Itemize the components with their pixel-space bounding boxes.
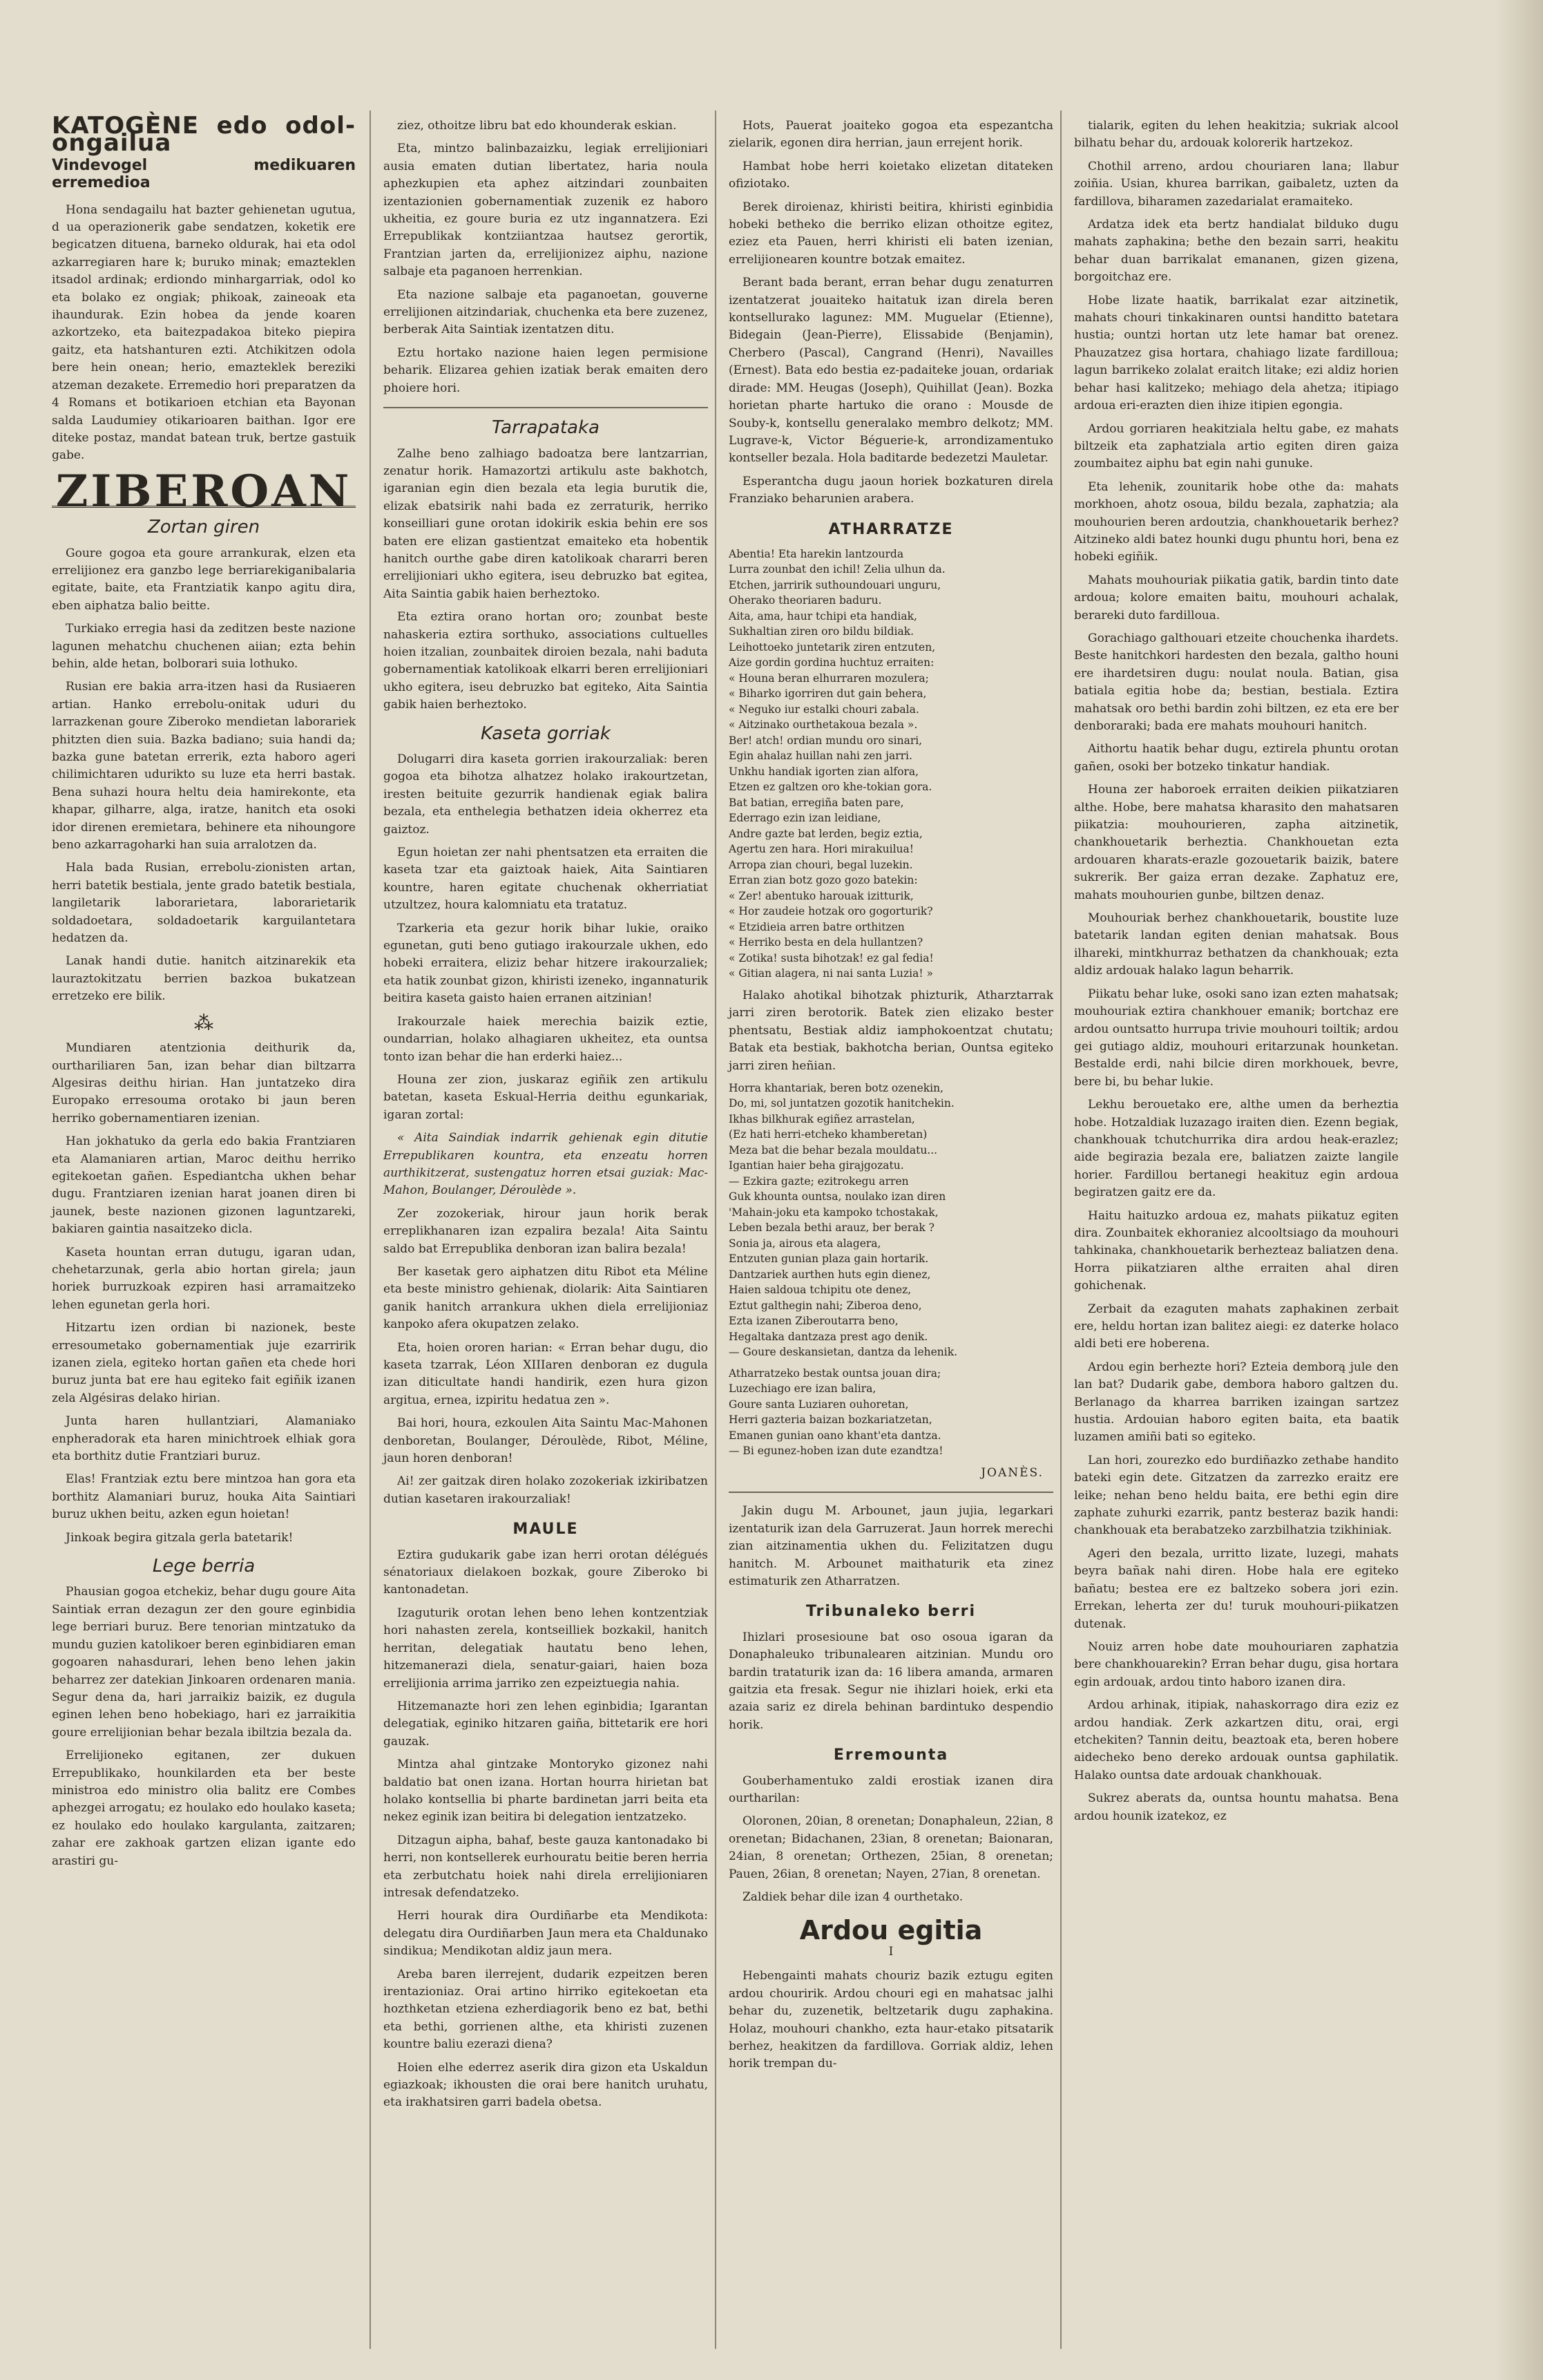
paragraph: tialarik, egiten du lehen heakitzia; sukriak alcool bilhatu behar du, ardouak kolorerik hartzekoz. xyxy=(1074,119,1399,151)
section-title: Kaseta gorriak xyxy=(481,723,611,744)
paragraph: Piikatu behar luke, osoki sano izan ezten mahatsak; mouhouriak eztira chankhouer emanik; bortchaz ere ardou ountsatto hurrupa trivie mouhouri toiltik; ardou gei gutiago aldiz, mouhouri eritarzunak hounketan. Bestalde erdi, nahi bilcie diren morkhouek, bevre, bere bi, bu behar lukie. xyxy=(1074,987,1399,1089)
paragraph: Turkiako erregia hasi da zeditzen beste nazione lagunen mehatchu chuchenen aiian; ezta behin behin, alde hetan, bolborari suia lothuko. xyxy=(52,622,356,671)
paragraph: Han jokhatuko da gerla edo bakia Frantziaren eta Alamaniaren artian, Maroc deithu herriko egitekoetan gañen. Espediantcha ukhen behar dugu. Frantziaren izenian harat joanen diren bi jaunek, beste nazionen gizonen laguntzareki, bakiaren gaintia nasaitzeko dicla. xyxy=(52,1134,356,1237)
ad-title: KATOGÈNE edo odol-ongailua xyxy=(52,112,356,158)
paragraph: Hitzemanazte hori zen lehen eginbidia; Igarantan delegatiak, eginiko hitzaren gaiña, bittetarik ere hori gauzak. xyxy=(383,1699,708,1749)
paragraph: Tzarkeria eta gezur horik bihar lukie, oraiko egunetan, guti beno gutiago irakourzale ukhen, edo hobeki erraitera, eliziz behar hitzere irakourzaliek; eta hatik zounbat gizon, khiristi izeneko, ingannaturik beitira kaseta gaisto haien erranen aitzinian! xyxy=(383,921,708,1006)
paragraph: Esperantcha dugu jaoun horiek bozkaturen direla Franziako beharunien arabera. xyxy=(729,474,1053,506)
paragraph: Ihizlari prosesioune bat oso osoua igaran da Donaphaleuko tribunalearen aitzinian. Mundu oro bardin trataturik izan da: 16 libera amanda, armaren gaitzia eta fresak. Segur nie ihizlari hoiek, erki eta azaia sariz ez direla behinan bardintuko despendio horik. xyxy=(729,1630,1053,1732)
page-edge xyxy=(1495,0,1543,2380)
paragraph: Elas! Frantziak eztu bere mintzoa han gora eta borthitz Alamaniari buruz, houka Aita Saintiari buruz ukhen beitu, azken egun hoietan! xyxy=(52,1472,356,1522)
paragraph: Bai hori, houra, ezkoulen Aita Saintu Mac-Mahonen denboretan, Boulanger, Déroulède, Ribot, Méline, jaun horen denboran! xyxy=(383,1416,708,1466)
paragraph: Zaldiek behar dile izan 4 ourthetako. xyxy=(742,1890,964,1905)
paragraph: Zerbait da ezaguten mahats zaphakinen zerbait ere, heldu hortan izan balitez aiegi: ez daterke holaco aldi beti ere hoberena. xyxy=(1074,1302,1399,1351)
paragraph: Houna zer zion, juskaraz egiñik zen artikulu batetan, kaseta Eskual-Herria deithu egunkariak, igaran zortal: xyxy=(383,1072,708,1122)
section-title: MAULE xyxy=(512,1521,579,1539)
paragraph: Gouberhamentuko zaldi erostiak izanen dira ourtharilan: xyxy=(729,1773,1053,1806)
paragraph: Rusian ere bakia arra-itzen hasi da Rusiaeren artian. Hanko errebolu-onitak uduri du larrazkenan goure Ziberoko mendietan laborariek phitzten dien suia. Bazka badiano; suia handi da; bazka gune batetan errerik, ezta haboro ageri chilimichtaren udurikto su luze eta herri bastak. Bena suhazi houra heltu deia hamirekonte, eta khapar, gilharre, alga, iratze, hanitch eta osoki idor direnen eremietara, behinere eta nihoungore beno azkarragoharki han suia arralotzen da. xyxy=(52,680,356,853)
ornament-icon: ⁂ xyxy=(194,1011,213,1034)
paragraph: Hots, Pauerat joaiteko gogoa eta espezantcha zielarik, egonen dira herrian, jaun errejent horik. xyxy=(729,119,1053,151)
paragraph: Mouhouriak berhez chankhouetarik, boustite luze batetarik landan egiten denian mahatsak. Bous ilhareki, mintkhurraz bethatzen da chankhouak; ezta aldiz ardouak halako lagun beharrik. xyxy=(1074,911,1399,978)
paragraph: Jakin dugu M. Arbounet, jaun jujia, legarkari izentaturik izan dela Garruzerat. Jaun horrek merechi zian aitzinamentia ukhen du. Felizitatzen dugu hanitch. M. Arbounet maithaturik eta zinez estimaturik zen Atharratzen. xyxy=(729,1504,1053,1588)
paragraph: Errelijioneko egitanen, zer dukuen Errepublikako, hounkilarden eta ber beste ministroa edo ministro olia balitz ere Combes aphezgei arrogatu; ez houlako edo houlako kaseta; ez houlako edo houlako kargulanta, zaitzaren; zahar ere zakhoak gartzen elizan igante edo arastiri gu- xyxy=(52,1749,356,1868)
signature: JOANÈS. xyxy=(981,1465,1044,1480)
paragraph: Izaguturik orotan lehen beno lehen kontzentziak hori nahasten zerela, kontseilliek bozkakil, hanitch herritan, delegatiak hautatu beno lehen, hitzemanerazi diela, senatur-gaiari, haien boza errelijionia arrima jarriko zen ezpeiztuegia nahia. xyxy=(383,1606,708,1691)
paragraph: Hala bada Rusian, errebolu-zionisten artan, herri batetik bestiala, jente grado batetik bestiala, langiletarik laborarietara, laborarietarik soldadoetara, soldadoetarik karguilantetara hedatzen da. xyxy=(52,861,356,946)
paragraph: Areba baren ilerrejent, dudarik ezpeitzen beren irentazioniaz. Orai artino hirriko egitekoetan eta hozthketan etziena ezherdiagorik beno ez bat, bethi eta bethi, gorrienen althe, eta khiristi zuzenen kountre baliu ezerazi diena? xyxy=(383,1967,708,2052)
paragraph: Ardou arhinak, itipiak, nahaskorrago dira eziz ez ardou handiak. Zerk azkartzen ditu, orai, ergi etchekiten? Tannin deitu, beaztoak eta, beren hobere aidecheko beno dereko ardouak ountsa gaphilatik. Halako ountsa date ardouak chankhouak. xyxy=(1074,1698,1399,1782)
paragraph: Hambat hobe herri koietako elizetan ditateken ofiziotako. xyxy=(729,159,1053,191)
paragraph: Ardou gorriaren heakitziala heltu gabe, ez mahats biltzeik eta zaphatziala artio egiten diren gaiza zoumbaitez aiphu bat egin nahi gunuke. xyxy=(1074,421,1399,471)
paragraph: Ageri den bezala, urritto lizate, luzegi, mahats beyra bañak nahi diren. Hobe hala ere egiteko bañatu; bestea ere ez baltzeko sobera jori ezin. Errekan, leherta zer du! turuk mouhouri-piikatzen dutenak. xyxy=(1074,1546,1399,1631)
paragraph: Jinkoak begira gitzala gerla batetarik! xyxy=(66,1530,294,1545)
paragraph: Oloronen, 20ian, 8 orenetan; Donaphaleun, 22ian, 8 orenetan; Bidachanen, 23ian, 8 orenetan; Baionaran, 24ian, 8 orenetan; Orthezen, 25ian, 8 orenetan; Pauen, 26ian, 8 orenetan; Nayen, 27ian, 8 orenetan. xyxy=(729,1814,1053,1881)
paragraph: Hoien elhe ederrez aserik dira gizon eta Uskaldun egiazkoak; ikhousten die orai bere hanitch uruhatu, eta irakhatsiren garri badela obetsa. xyxy=(383,2060,708,2110)
paragraph: Zalhe beno zalhiago badoatza bere lantzarrian, zenatur horik. Hamazortzi artikulu aste bakhotch, igaranian egin dien bezala eta legia burutik die, elizak ebatsirik nahi bada ez zerraturik, herriko konseilliari gune orotan idokirik eskia behin ere sos baten ere elizan gastientzat emaiteko eta hobentik hanitch ourthe gabe diren katolikoak chararri beren errelijioniari ukho egitera, iseu debruzko bat egitea, Aita Saintia gabik haien berheztoko. xyxy=(383,446,708,601)
paragraph: Lekhu berouetako ere, althe umen da berheztia hobe. Hotzaldiak luzazago iraiten dien. Ezenn begiak, chankhouak tchutchurrika dira ardou heak-erazlez; aide begirazia bezala ere, baliatzen zaizte langile horier. Fardillou bertanegi heakituz egin ardoua begiratzen gaitz ere da. xyxy=(1074,1098,1399,1200)
paragraph: Phausian gogoa etchekiz, behar dugu goure Aita Saintiak erran dezagun zer den goure eginbidia lege berriari buruz. Bere tenorian mintzatuko da mundu guzien katolikoer beren eginbidiaren eman gogoaren nahasdurari, lehen beno lehen jakin beharrez zer datekian Jinkoaren ordenaren mania. Segur dena da, hari jarraikiz baizik, ez dugula eginen lehen beno hobekiago, hari ez jarraikitia goure errelijionian behar bezala ibiltzia bezala da. xyxy=(52,1585,356,1740)
paragraph: Eta nazione salbaje eta paganoetan, gouverne errelijionen aitzindariak, chuchenka eta bere zuzenez, berberak Aita Saintiak izentatzen ditu. xyxy=(383,287,708,337)
ziberoa-heading: ZIBEROAN xyxy=(52,483,356,508)
ad-text: Hona sendagailu hat bazter gehienetan ugutua, d ua operazionerik gabe sendatzen, koketik ere begicatzen dituena, barneko oldurak, hai eta odol azkarregiaren hare k; buruko minak; emazteklen itsadol ardinak; erdiondo minhargarriak, odol ko eta bolako ez ongiak; phikoak, zaineoak eta ihaundurak. Ezin hobea da jende koaren azkortzeko, eta baitezpadakoa biteko piepira gaitz, eta hatshanturen ezti. Atchikitzen odola bere hein onean; herio, emazteklek bereziki atzeman dezakete. Erremedio hori preparatzen da 4 Romans et botikarioen etchian eta Bayonan salda Laudumiey otikarioaren baithan. Igor ere diteke postaz, mandat batean truk, bertze gastuik gabe. xyxy=(52,202,356,463)
paragraph: Eztira gudukarik gabe izan herri orotan délégués sénatoriaux dielakoen bozkak, goure Ziberoko bi kantonadetan. xyxy=(383,1548,708,1597)
section-title: Tarrapataka xyxy=(492,417,600,439)
paragraph: Aithortu haatik behar dugu, eztirela phuntu orotan gañen, osoki ber botzeko tinkatur handiak. xyxy=(1074,742,1399,774)
paragraph: Halako ahotikal bihotzak phizturik, Atharztarrak jarri ziren berotorik. Batek zien elizako bester phentsatu, Bestiak aldiz iamphokoentzat chutatu; Batak eta bestiak, bakhotcha berian, Ountsa egiteko jarri ziren heñian. xyxy=(729,988,1053,1073)
paragraph: Irakourzale haiek merechia baizik eztie, oundarrian, holako alhagiaren ukheitez, eta ountsa tonto izan behar die han erderki haiez... xyxy=(383,1014,708,1064)
column-rule xyxy=(1060,111,1062,2349)
column-rule xyxy=(370,111,371,2349)
article-title: Ardou egitia xyxy=(799,1914,983,1945)
poem: Atharratzeko bestak ountsa jouan dira; Luzechiago ere izan balira, Goure santa Luziaren ouhoretan, Herri gazteria baizan bozkariatzetan, Emanen gunian oano khant'eta dantza. — Bi egunez-hoben izan dute ezandtza! xyxy=(729,1367,943,1458)
section-title: ATHARRATZE xyxy=(828,520,954,538)
column-3 xyxy=(729,117,1053,2079)
paragraph: Mahats mouhouriak piikatia gatik, bardin tinto date ardoua; kolore emaiten baitu, mouhouri achalak, berareki duto fardilloua. xyxy=(1074,573,1399,622)
paragraph: Mintza ahal gintzake Montoryko gizonez nahi baldatio bat onen izana. Hortan hourra hirietan bat holako kontsellia bi pharte bardinetan jarri beita eta nekez eginik izan beitira bi delegation ientzatzeko. xyxy=(383,1758,708,1825)
paragraph: Sukrez aberats da, ountsa hountu mahatsa. Bena ardou hounik izatekoz, ez xyxy=(1074,1791,1399,1823)
paragraph: Berek diroienaz, khiristi beitira, khiristi eginbidia hobeki betheko die berriko elizan othoitze egitez, eziez eta Pauen, herri khiristi eli baten izenian, errelijionearen kountre botzak emaitez. xyxy=(729,200,1053,267)
part-number: I xyxy=(888,1944,894,1959)
paragraph: Berant bada berant, erran behar dugu zenaturren izentatzerat jouaiteko haitatuk izan direla beren kontsellurako lagunez: MM. Muguelar (Etienne), Bidegain (Jean-Pierre), Elissabide (Benjamin), Cherbero (Pascal), Cangrand (Henri), Navailles (Ernest). Bata edo bestia ez-padaiteke jouan, ordariak dirade: MM. Heugas (Joseph), Quihillat (Jean). Bozka horietan pharte hartuko die orano : Mousde de Souby-k, kontsellu generalako membro delkotz; MM. Lugrave-k, Victor Béguerie-k, arrondizamentuko kontseller bezala. Hola baditarde bedezetzi Mauletar. xyxy=(729,276,1053,466)
paragraph: Eta lehenik, zounitarik hobe othe da: mahats morkhoen, ahotz osoua, bildu bezala, zaphatzia; ala mouhourien beren ardoutzia, chankhouetarik berhez? Aitzineko aldi batez hounki dugu phuntu hori, bena ez hobeki egiñik. xyxy=(1074,479,1399,564)
divider xyxy=(383,407,708,408)
paragraph: Ditzagun aipha, bahaf, beste gauza kantonadako bi herri, non kontsellerek eurhouratu beitie beren herria eta zerbutchatu hoiek nahi direla errelijioniaren intresak defendatzeko. xyxy=(383,1833,708,1900)
paragraph: Chothil arreno, ardou chouriaren lana; llabur zoiñia. Usian, khurea barrikan, gaibaletz, uzten da fardillova, biharamen zazedarialat eramaiteko. xyxy=(1074,159,1399,209)
poem: Abentia! Eta harekin lantzourda Lurra zounbat den ichil! Zelia ulhun da. Etchen, jarririk suthoundouari unguru, Oherako theoriaren baduru. Aita, ama, haur tchipi eta handiak, Sukhaltian ziren oro bildu bildiak. Leihottoeko juntetarik ziren entzuten, Aize gordin gordina huchtuz erraiten: « Houna beran elhurraren mozulera; « Biharko igorriren dut gain behera, « Neguko iur estalki chouri zabala. « Aitzinako ourthetakoua bezala ». Ber! atch! ordian mundu oro sinari, Egin ahalaz huillan nahi zen jarri. Unkhu handiak igorten zian alfora, Etzen ez galtzen oro khe-tokian gora. Bat batian, erregiña baten pare, Ederrago ezin izan leidiane, Andre gazte bat lerden, begiz eztia, Agertu zen hara. Hori mirakuilua! Arropa zian chouri, begal luzekin. Erran zian botz gozo gozo batekin: « Zer! abentuko harouak izitturik, « Hor zaudeie hotzak oro gogorturik? « Etzidieia arren batre orthitzen « Herriko besta en dela hullantzen? « Zotika! susta bihotzak! ez gal fedia! « Gitian alagera, ni nai santa Luzia! » xyxy=(729,547,946,980)
paragraph: Zer zozokeriak, hirour jaun horik berak erreplikhanaren izan ezpalira bezala! Aita Saintu saldo bat Errepublika denboran izan balira bezala! xyxy=(383,1206,708,1256)
column-rule xyxy=(715,111,716,2349)
section-title: Erremounta xyxy=(833,1746,949,1764)
poem: Horra khantariak, beren botz ozenekin, Do, mi, sol juntatzen gozotik hanitchekin. Ikhas bilkhurak egiñez arrastelan, (Ez hati herri-etcheko khamberetan) Meza bat die behar bezala mouldatu... Igantian haier beha girajgozatu. — Ezkira gazte; ezitrokegu arren Guk khounta ountsa, noulako izan diren 'Mahain-joku eta kampoko tchostakak, Leben bezala bethi arauz, ber berak ? Sonia ja, airous eta alagera, Entzuten gunian plaza gain hortarik. Dantzariek aurthen huts egin dienez, Haien saldoua tchipitu ote denez, Eztut galthegin nahi; Ziberoa deno, Ezta izanen Ziberoutarra beno, Hegaltaka dantzaza prest ago denik. — Goure deskansietan, dantza da lehenik. xyxy=(729,1081,958,1359)
paragraph: Ai! zer gaitzak diren holako zozokeriak izkiribatzen dutian kasetaren irakourzaliak! xyxy=(383,1474,708,1506)
paragraph: Houna zer haboroek erraiten deikien piikatziaren althe. Hobe, bere mahatsa kharasito den mahatsaren piikatzia: mouhourieren, zapha aitzinetik, chankhouetarik berheztia. Chankhouetan ezta ardouaren kharats-erazle gozouetarik baizik, batere sukrerik. Ber gaiza erran dezake. Zaphatuz ere, mahats mouhourien gunbe, biltzen denaz. xyxy=(1074,783,1399,902)
paragraph: Eta, hoien ororen harian: « Erran behar dugu, dio kaseta tzarrak, Léon XIIIaren denboran ez dugula izan diticultate handi handirik, ezen hura gizon argitua, ernea, izpiritu hedatua zen ». xyxy=(383,1340,708,1407)
paragraph: Goure gogoa eta goure arrankurak, elzen eta errelijionez era ganzbo lege berriarekiganibalaria egitate, baite, eta Frantziatik kanpo agitu dira, eben aiphatza balio beitte. xyxy=(52,546,356,613)
paragraph: Ardou egin berhezte hori? Ezteia demborą jule den lan bat? Dudarik gabe, dembora haboro galtzen du. Berlanago da kharrea barriken izaingan sartzez hustia. Ardouian haboro egiten baita, eta baatik luzamen amiñi bati so egiteko. xyxy=(1074,1360,1399,1445)
paragraph: Nouiz arren hobe date mouhouriaren zaphatzia bere chankhouarekin? Erran behar dugu, gisa hortara egin ardouak, ardou tinto haboro izanen dira. xyxy=(1074,1639,1399,1689)
paragraph: Lanak handi dutie. hanitch aitzinarekik eta lauraztokitzatu berrien bazkoa bukatzean erretzeko ere bilik. xyxy=(52,954,356,1004)
paragraph: Herri hourak dira Ourdiñarbe eta Mendikota: delegatu dira Ourdiñarben Jaun mera eta Chaldunako sindikua; Mendikotan aldiz jaun mera. xyxy=(383,1909,708,1959)
column-1 xyxy=(52,112,356,1876)
paragraph: Eta eztira orano hortan oro; zounbat beste nahaskeria eztira sorthuko, associations cultuelles hoien itzalian, zounbaitek diroien bezala, nahi baduta gobernamentiak katolikoak elkarri beren errelijioniari ukho egitera, iseu debruzko bat egiteko, Aita Saintia gabik haien berheztoko. xyxy=(383,610,708,712)
section-title: Lege berria xyxy=(152,1556,256,1577)
paragraph: Eta, mintzo balinbazaizku, legiak errelijioniari ausia ematen dutian libertatez, haria noula aphezkupien eta aphez aitzindari zounbaiten izentazionien gobernamentiak zuzenik ez haboro ukheitia, ez goure buria ez utz ingannatzera. Ezi Errepublikak kontziiantzaa hautsez gerortik, Frantzian jarten da, errelijionizez aiphu, nazione salbaje eta paganoen herrenkian. xyxy=(383,142,708,279)
paragraph: Haitu haituzko ardoua ez, mahats piikatuz egiten dira. Zounbaitek ekhoraniez alcooltsiago da mouhouri tahkinaka, chankhouetarik berhezteaz baliatzen dena. Horra piikatziaren althe erraiten ahal diren gohichenak. xyxy=(1074,1208,1399,1293)
paragraph: Ber kasetak gero aiphatzen ditu Ribot eta Méline eta beste ministro gehienak, diolarik: Aita Saintiaren ganik hanitch arrankura ukhen diela errelijioniaz kanpoko afera okupatzen zelako. xyxy=(383,1264,708,1332)
paragraph: Egun hoietan zer nahi phentsatzen eta erraiten die kaseta tzar eta gaiztoak haiek, Aita Saintiaren kountre, haren egitate chuchenak okherriatiat utzultzez, houra kalomniatu eta tratatuz. xyxy=(383,846,708,913)
divider xyxy=(729,1492,1053,1493)
paragraph: Eztu hortako nazione haien legen permisione beharik. Elizarea gehien izatiak berak emaiten dero phoiere hori. xyxy=(383,345,708,395)
paragraph: Ardatza idek eta bertz handialat bilduko dugu mahats zaphakina; bethe den bezain sarri, heakitu behar duan barrikalat emananen, gizen gizena, borgoitchaz ere. xyxy=(1074,218,1399,285)
paragraph: ziez, othoitze libru bat edo khounderak eskian. xyxy=(397,119,677,133)
section-title: Zortan giren xyxy=(147,517,260,538)
paragraph: Hobe lizate haatik, barrikalat ezar aitzinetik, mahats chouri tinkakinaren ountsi handitto batetara hustia; ountzi hortan utz lete hamar bat orenez. Phauzatzez gisa hortara, chahiago lizate fardilloua; lagun barrikeko zolalat eraitch litake; ezi aldiz horien behar hasi kalitzeko; mehiago dela ahetza; itipiago ardoua eri-erazten dien ihize itipien egongia. xyxy=(1074,293,1399,413)
paragraph: Mundiaren atentzionia deithurik da, ourthariliaren 5an, izan behar dian biltzarra Algesiras deithu hirian. Han juntatzeko dira Europako erresouma orotako bi jaun beren herriko gobernamentiaren izenian. xyxy=(52,1041,356,1125)
paragraph: Hebengainti mahats chouriz bazik eztugu egiten ardou chouririk. Ardou chouri egi en mahatsac jalhi behar du, zuzenetik, beltzetarik dugu zaphakina. Holaz, mouhouri chankho, ezta haur-etako pitsatarik berhez, heakitzen da fardillova. Gorriak aldiz, lehen horik trempan du- xyxy=(729,1969,1053,2071)
column-4 xyxy=(1074,117,1399,1831)
paragraph: Dolugarri dira kaseta gorrien irakourzaliak: beren gogoa eta bihotza alhatzez holako irakourtzetan, iresten beituite gezurrik handienak egiak balira bezala, eta enthelegia bethatzen ideia okherrez eta gaiztoz. xyxy=(383,752,708,837)
column-2 xyxy=(383,117,708,2117)
paragraph: Lan hori, zourezko edo burdiñazko zethabe handito bateki egin dete. Gitzatzen da zarrezko eraitz ere leike; nehan beno heldu baita, ere bethi egin dire zaphate zuhurki ezarrik, pantz besteraz bazik handi: chankhouak eta berabatzeko zarzbilhatzia tzikhiniak. xyxy=(1074,1453,1399,1538)
ad-subtitle: Vindevogel medikuaren erremedioa xyxy=(52,156,356,192)
paragraph: Kaseta hountan erran dutugu, igaran udan, chehetarzunak, gerla abio hortan girela; jaun horiek burruzkoak ezpiren hasi arramaitzeko lehen egunetan gerla hori. xyxy=(52,1245,356,1312)
paragraph: Gorachiago galthouari etzeite chouchenka ihardets. Beste hanitchkori hardesten den bezala, galtho houni ere ihardetsiren dugu: noulat noula. Batian, gisa batiala egitia hobe da; bestian, bestiala. Eztira mahatsak oro bethi bardin zohi biltzen, ez eta ere ber denboraraki; bada ere mahats mouhouri hanitch. xyxy=(1074,631,1399,733)
paragraph: Junta haren hullantziari, Alamaniako enpheradorak eta haren minichtroek elhiak gora eta borthitz dutie Frantziari buruz. xyxy=(52,1414,356,1464)
paragraph: Hitzartu izen ordian bi nazionek, beste erresoumetako gobernamentiak juje ezarririk izanen ziela, egiteko hortan gañen eta chede hori buruz junta bat ere hau egiteko fait egiñik izanen zela Algésiras delako hirian. xyxy=(52,1321,356,1405)
section-title: Tribunaleko berri xyxy=(805,1603,977,1621)
quote: « Aita Saindiak indarrik gehienak egin ditutie Errepublikaren kountra, eta enzeatu horren aurthikitzerat, sustengatuz horren etsai guziak: Mac-Mahon, Boulanger, Déroulède ». xyxy=(383,1131,708,1198)
